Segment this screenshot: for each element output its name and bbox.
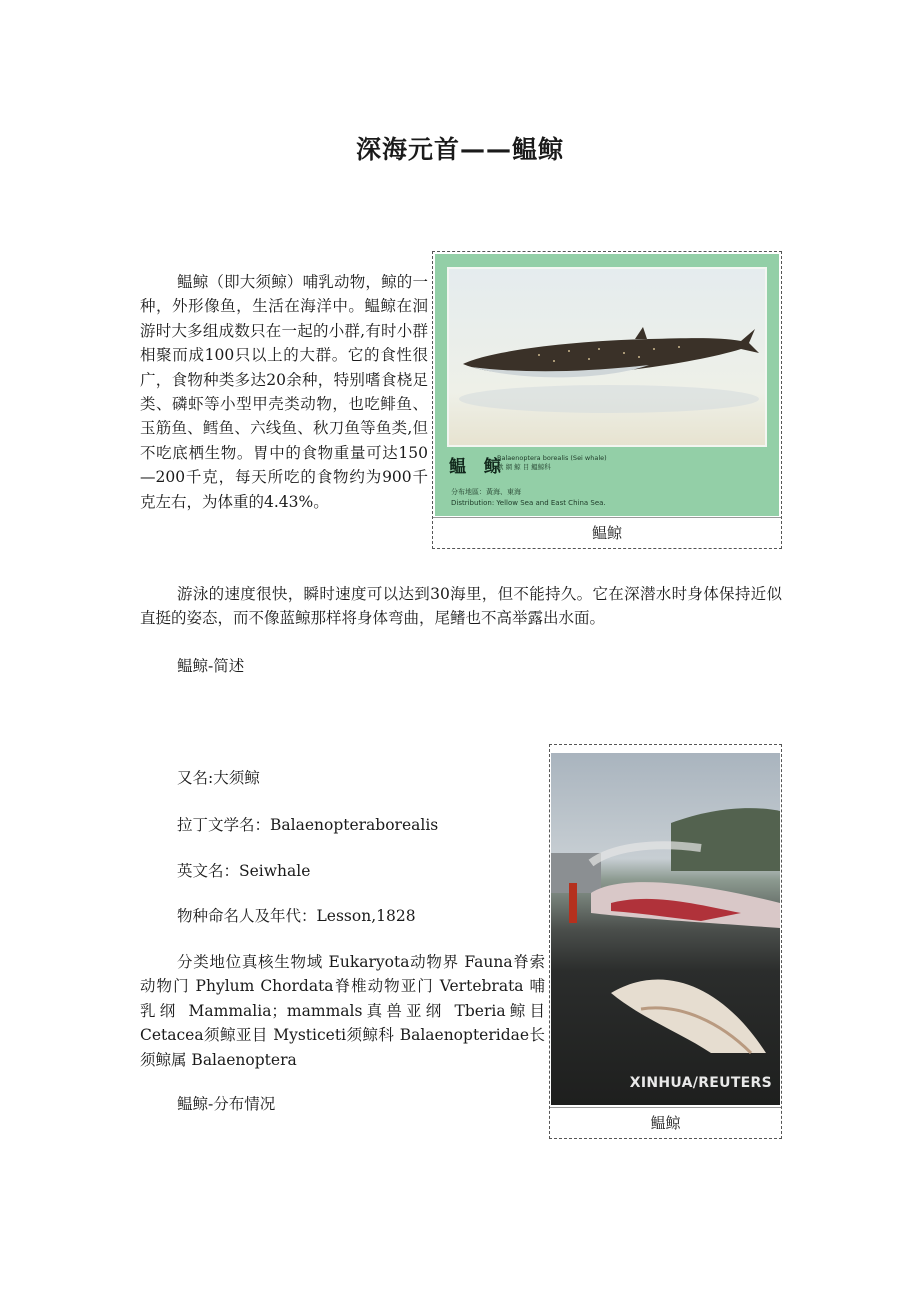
swim-paragraph: 游泳的速度很快，瞬时速度可以达到30海里，但不能持久。它在深潜水时身体保持近似直挺的姿态，而不像蓝鲸那样将身体弯曲，尾鳍也不高举露出水面。 xyxy=(140,585,782,628)
page-title: 深海元首——鳁鲸 xyxy=(355,135,564,164)
card-latin-name: Balaenoptera borealis (Sei whale) xyxy=(497,454,607,462)
card-distribution xyxy=(451,487,606,509)
whaling-photo xyxy=(551,753,780,1105)
card-latin-text xyxy=(497,454,607,472)
latin-name-line: 拉丁文学名：Balaenopteraborealis xyxy=(177,816,439,834)
card-taxon: 歡 網 鯨 目 鰮鯨科 xyxy=(497,463,551,471)
figure1-caption: 鳁鲸 xyxy=(433,517,781,548)
intro-paragraph: 鳁鲸（即大须鲸）哺乳动物，鲸的一种，外形像鱼，生活在海洋中。鳁鲸在洄游时大多组成数只在一起的小群,有时小群相聚而成100只以上的大群。它的食性很广，食物种类多达20余种，特别嗜食桡足类、磷虾等小型甲壳类动物，也吃鲱鱼、玉筋鱼、鳕鱼、六线鱼、秋刀鱼等鱼类,但不吃底栖生物。胃中的食物重量可达150—200千克，每天所吃的食物约为900千克左右，为体重的4.43%。 xyxy=(140,273,428,511)
figure2-caption: 鳁鲸 xyxy=(550,1107,781,1138)
whale-card-image xyxy=(435,254,779,516)
section-overview-heading: 鳁鲸-简述 xyxy=(177,657,245,675)
namer-line: 物种命名人及年代：Lesson,1828 xyxy=(177,907,416,925)
photo-scene xyxy=(551,753,780,1105)
card-species-name: 鳁 鲸 xyxy=(449,457,507,477)
english-name-line: 英文名：Seiwhale xyxy=(177,862,311,880)
alias-line: 又名:大须鲸 xyxy=(177,769,260,787)
figure-sei-whale-card xyxy=(432,251,782,549)
card-dist-cn: 分布地區：黃海、東海 xyxy=(451,488,521,496)
whale-illustration xyxy=(449,269,765,445)
photo-watermark: XINHUA/REUTERS xyxy=(629,1075,772,1091)
taxonomy-paragraph: 分类地位真核生物域 Eukaryota动物界 Fauna脊索动物门 Phylum Chordata脊椎动物亚门 Vertebrata 哺乳纲 Mammalia；mammals真兽亚纲 Tberia鲸目 Cetacea须鲸亚目 Mysticeti须鲸科 Balaenopteridae长须鲸属 Balaenoptera xyxy=(140,953,545,1069)
figure-whaling-photo xyxy=(549,744,782,1139)
section-distribution-heading: 鳁鲸-分布情况 xyxy=(177,1095,276,1113)
card-dist-en: Distribution: Yellow Sea and East China Sea. xyxy=(451,499,606,507)
